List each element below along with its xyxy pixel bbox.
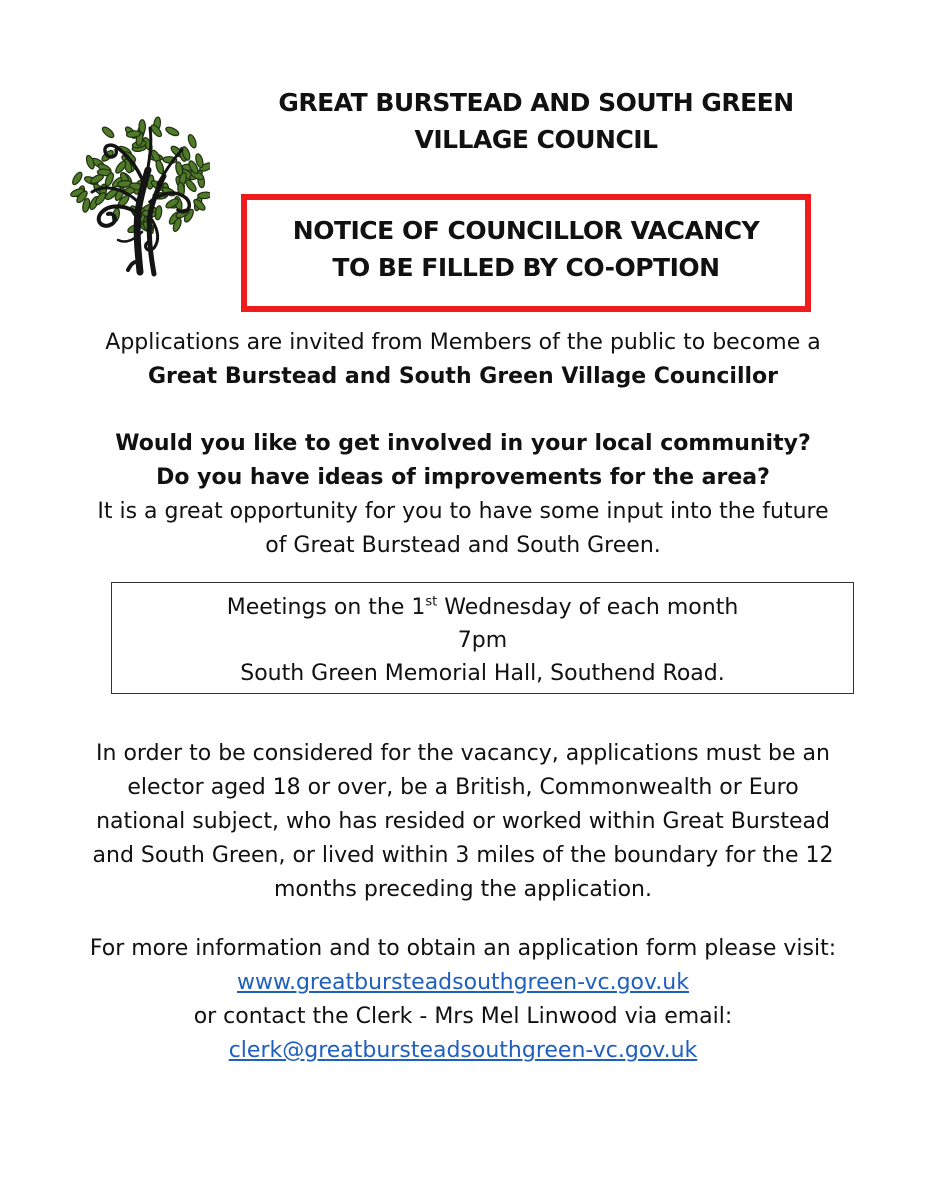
eligibility-line5: months preceding the application. [274, 877, 652, 902]
council-title-line2: VILLAGE COUNCIL [414, 125, 658, 154]
leaf-shape [184, 178, 198, 193]
meetings-day-suffix: Wednesday of each month [437, 595, 739, 620]
eligibility-line2: elector aged 18 or over, be a British, Commonwealth or Euro [127, 775, 799, 800]
leaf-shape [187, 134, 198, 149]
meetings-venue: South Green Memorial Hall, Southend Road. [240, 661, 725, 686]
leaf-shape [85, 155, 96, 170]
vacancy-notice-box [241, 194, 811, 312]
intro-paragraph [40, 326, 886, 394]
intro-line2: Great Burstead and South Green Village Councillor [147, 364, 778, 389]
meetings-day-ordinal: st [425, 594, 438, 610]
opportunity-line2: of Great Burstead and South Green. [265, 533, 661, 558]
intro-line1: Applications are invited from Members of the public to become a [105, 330, 821, 355]
eligibility-line1: In order to be considered for the vacancy, applications must be an [96, 741, 830, 766]
question-2: Do you have ideas of improvements for the area? [156, 465, 770, 490]
eligibility-line4: and South Green, or lived within 3 miles of the boundary for the 12 [92, 843, 834, 868]
questions-paragraph [40, 427, 886, 563]
notice-line1: NOTICE OF COUNCILLOR VACANCY [292, 216, 760, 245]
council-title [236, 84, 836, 158]
question-1: Would you like to get involved in your local community? [115, 431, 811, 456]
email-link[interactable]: clerk@greatbursteadsouthgreen-vc.gov.uk [228, 1038, 698, 1063]
leaf-shape [101, 125, 116, 139]
leaf-shape [165, 125, 180, 137]
council-title-line1: GREAT BURSTEAD AND SOUTH GREEN [278, 88, 794, 117]
meetings-info-box [111, 582, 854, 694]
eligibility-line3: national subject, who has resided or worked within Great Burstead [96, 809, 830, 834]
meetings-day [112, 591, 853, 624]
leaf-shape [71, 171, 84, 186]
tree-logo-icon [58, 112, 210, 280]
eligibility-paragraph [40, 737, 886, 907]
meetings-time: 7pm [457, 628, 508, 653]
contact-line1: For more information and to obtain an application form please visit: [89, 936, 837, 961]
notice-line2: TO BE FILLED BY CO-OPTION [332, 253, 720, 282]
contact-line3: or contact the Clerk - Mrs Mel Linwood via email: [193, 1004, 733, 1029]
leaf-shape [197, 192, 210, 200]
opportunity-line1: It is a great opportunity for you to have some input into the future [97, 499, 829, 524]
website-link[interactable]: www.greatbursteadsouthgreen-vc.gov.uk [237, 970, 689, 995]
contact-paragraph [40, 932, 886, 1068]
meetings-day-prefix: Meetings on the 1 [226, 595, 426, 620]
